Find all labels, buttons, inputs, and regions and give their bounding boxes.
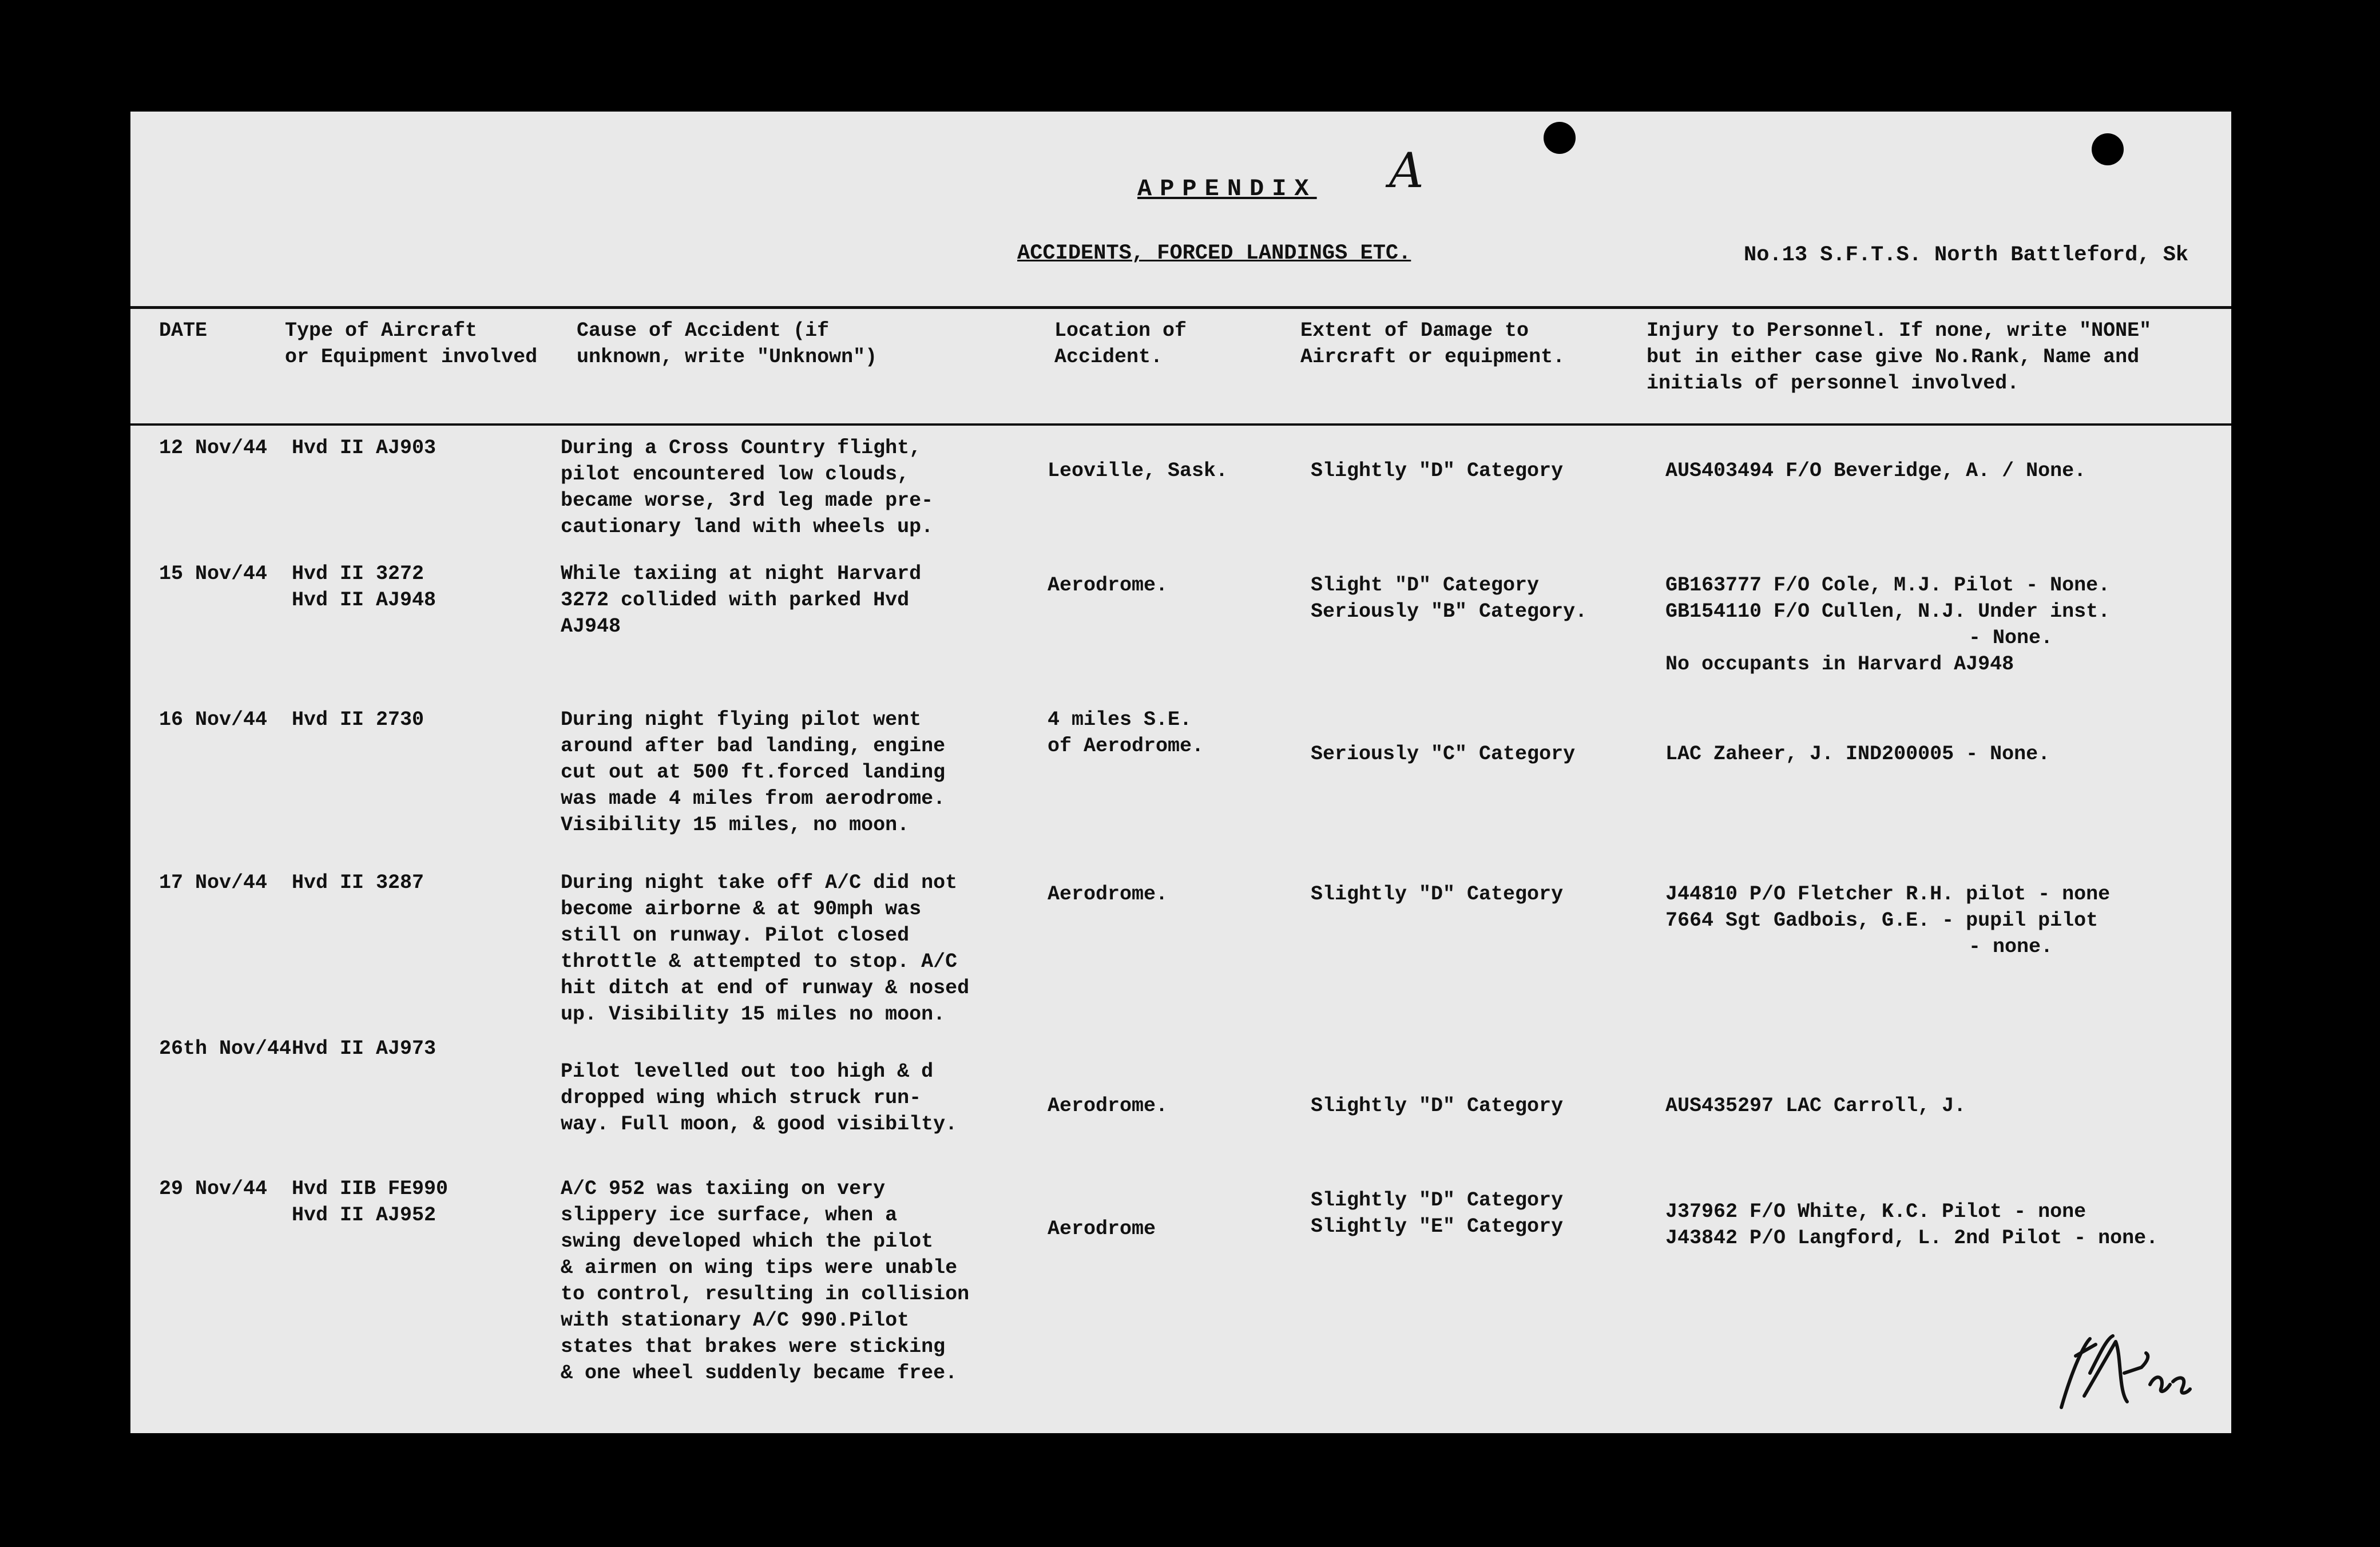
table-cell-injury: AUS403494 F/O Beveridge, A. / None.: [1665, 459, 2087, 482]
table-cell-cause: slippery ice surface, when a: [561, 1204, 898, 1227]
punch-hole: [1544, 122, 1576, 154]
table-cell-type: Hvd II AJ948: [292, 589, 437, 612]
table-cell-cause: A/C 952 was taxiing on very: [561, 1177, 886, 1200]
table-cell-cause: AJ948: [561, 615, 621, 638]
punch-hole: [2092, 133, 2124, 165]
document-sheet: [130, 112, 2231, 1433]
table-cell-cause: During night flying pilot went: [561, 708, 922, 731]
table-cell-cause: & one wheel suddenly became free.: [561, 1362, 958, 1385]
table-cell-injury: J43842 P/O Langford, L. 2nd Pilot - none.: [1665, 1227, 2159, 1250]
table-cell-location: of Aerodrome.: [1048, 735, 1204, 757]
header-rule-bottom: [130, 423, 2231, 426]
table-cell-type: Hvd IIB FE990: [292, 1177, 449, 1200]
table-cell-injury: LAC Zaheer, J. IND200005 - None.: [1665, 743, 2050, 765]
table-cell-injury: GB163777 F/O Cole, M.J. Pilot - None.: [1665, 574, 2111, 597]
table-cell-location: 4 miles S.E.: [1048, 708, 1192, 731]
table-cell-cause: While taxiing at night Harvard: [561, 562, 922, 585]
table-cell-injury: AUS435297 LAC Carroll, J.: [1665, 1094, 1966, 1117]
table-cell-cause: During a Cross Country flight,: [561, 437, 922, 459]
column-header-damage: Extent of Damage to: [1300, 319, 1529, 342]
table-cell-cause: up. Visibility 15 miles no moon.: [561, 1003, 946, 1026]
column-header-date: DATE: [159, 319, 208, 342]
table-cell-cause: & airmen on wing tips were unable: [561, 1256, 958, 1279]
table-cell-cause: Pilot levelled out too high & d: [561, 1060, 934, 1083]
table-cell-date: 15 Nov/44: [159, 562, 268, 585]
column-header-type: Type of Aircraft: [285, 319, 478, 342]
table-cell-cause: way. Full moon, & good visibilty.: [561, 1113, 958, 1136]
table-cell-injury: 7664 Sgt Gadbois, G.E. - pupil pilot: [1665, 909, 2099, 932]
table-cell-cause: pilot encountered low clouds,: [561, 463, 910, 486]
column-header-injury: Injury to Personnel. If none, write "NONE": [1647, 319, 2152, 342]
table-cell-cause: Visibility 15 miles, no moon.: [561, 814, 910, 836]
table-cell-type: Hvd II AJ903: [292, 437, 437, 459]
table-cell-cause: was made 4 miles from aerodrome.: [561, 787, 946, 810]
table-cell-date: 17 Nov/44: [159, 871, 268, 894]
handwritten-signature: [2050, 1322, 2193, 1419]
header-rule-top: [130, 306, 2231, 309]
table-cell-damage: Slightly "D" Category: [1311, 1094, 1564, 1117]
table-cell-cause: states that brakes were sticking: [561, 1335, 946, 1358]
table-cell-damage: Slightly "D" Category: [1311, 1189, 1564, 1212]
table-cell-type: Hvd II 2730: [292, 708, 425, 731]
column-header-cause: unknown, write "Unknown"): [577, 346, 878, 368]
column-header-injury: initials of personnel involved.: [1647, 372, 2020, 395]
column-header-location: Location of: [1054, 319, 1187, 342]
table-cell-date: 12 Nov/44: [159, 437, 268, 459]
table-cell-cause: swing developed which the pilot: [561, 1230, 934, 1253]
column-header-location: Accident.: [1054, 346, 1163, 368]
table-cell-cause: with stationary A/C 990.Pilot: [561, 1309, 910, 1332]
table-cell-cause: throttle & attempted to stop. A/C: [561, 950, 958, 973]
column-header-damage: Aircraft or equipment.: [1300, 346, 1565, 368]
table-cell-cause: 3272 collided with parked Hvd: [561, 589, 910, 612]
table-cell-cause: become airborne & at 90mph was: [561, 898, 922, 921]
table-cell-cause: became worse, 3rd leg made pre-: [561, 489, 934, 512]
table-cell-date: 29 Nov/44: [159, 1177, 268, 1200]
table-cell-type: Hvd II AJ973: [292, 1037, 437, 1060]
table-cell-type: Hvd II 3287: [292, 871, 425, 894]
table-cell-location: Aerodrome: [1048, 1217, 1156, 1240]
table-cell-injury: - none.: [1969, 935, 2053, 958]
table-cell-injury: - None.: [1969, 626, 2053, 649]
document-title: APPENDIX: [1137, 175, 1317, 203]
table-cell-damage: Slight "D" Category: [1311, 574, 1540, 597]
table-cell-cause: around after bad landing, engine: [561, 735, 946, 757]
column-header-cause: Cause of Accident (if: [577, 319, 830, 342]
table-cell-date: 26th Nov/44: [159, 1037, 292, 1060]
table-cell-damage: Slightly "E" Category: [1311, 1215, 1564, 1238]
column-header-injury: but in either case give No.Rank, Name and: [1647, 346, 2140, 368]
table-cell-injury: GB154110 F/O Cullen, N.J. Under inst.: [1665, 600, 2111, 623]
table-cell-cause: cut out at 500 ft.forced landing: [561, 761, 946, 784]
column-header-type: or Equipment involved: [285, 346, 538, 368]
table-cell-cause: to control, resulting in collision: [561, 1283, 970, 1306]
table-cell-injury: J44810 P/O Fletcher R.H. pilot - none: [1665, 883, 2111, 906]
table-cell-injury: J37962 F/O White, K.C. Pilot - none: [1665, 1200, 2087, 1223]
table-cell-injury: No occupants in Harvard AJ948: [1665, 653, 2014, 676]
table-cell-date: 16 Nov/44: [159, 708, 268, 731]
document-subtitle: ACCIDENTS, FORCED LANDINGS ETC.: [1017, 241, 1411, 265]
table-cell-cause: still on runway. Pilot closed: [561, 924, 910, 947]
table-cell-damage: Seriously "B" Category.: [1311, 600, 1588, 623]
table-cell-location: Aerodrome.: [1048, 574, 1168, 597]
unit-name: No.13 S.F.T.S. North Battleford, Sk: [1744, 243, 2189, 267]
table-cell-damage: Slightly "D" Category: [1311, 883, 1564, 906]
table-cell-type: Hvd II 3272: [292, 562, 425, 585]
table-cell-cause: dropped wing which struck run-: [561, 1086, 922, 1109]
table-cell-cause: cautionary land with wheels up.: [561, 515, 934, 538]
table-cell-damage: Seriously "C" Category: [1311, 743, 1576, 765]
table-cell-location: Aerodrome.: [1048, 883, 1168, 906]
table-cell-type: Hvd II AJ952: [292, 1204, 437, 1227]
table-cell-cause: hit ditch at end of runway & nosed: [561, 977, 970, 999]
appendix-letter: A: [1389, 142, 1424, 199]
table-cell-location: Aerodrome.: [1048, 1094, 1168, 1117]
table-cell-cause: During night take off A/C did not: [561, 871, 958, 894]
table-cell-location: Leoville, Sask.: [1048, 459, 1228, 482]
table-cell-damage: Slightly "D" Category: [1311, 459, 1564, 482]
